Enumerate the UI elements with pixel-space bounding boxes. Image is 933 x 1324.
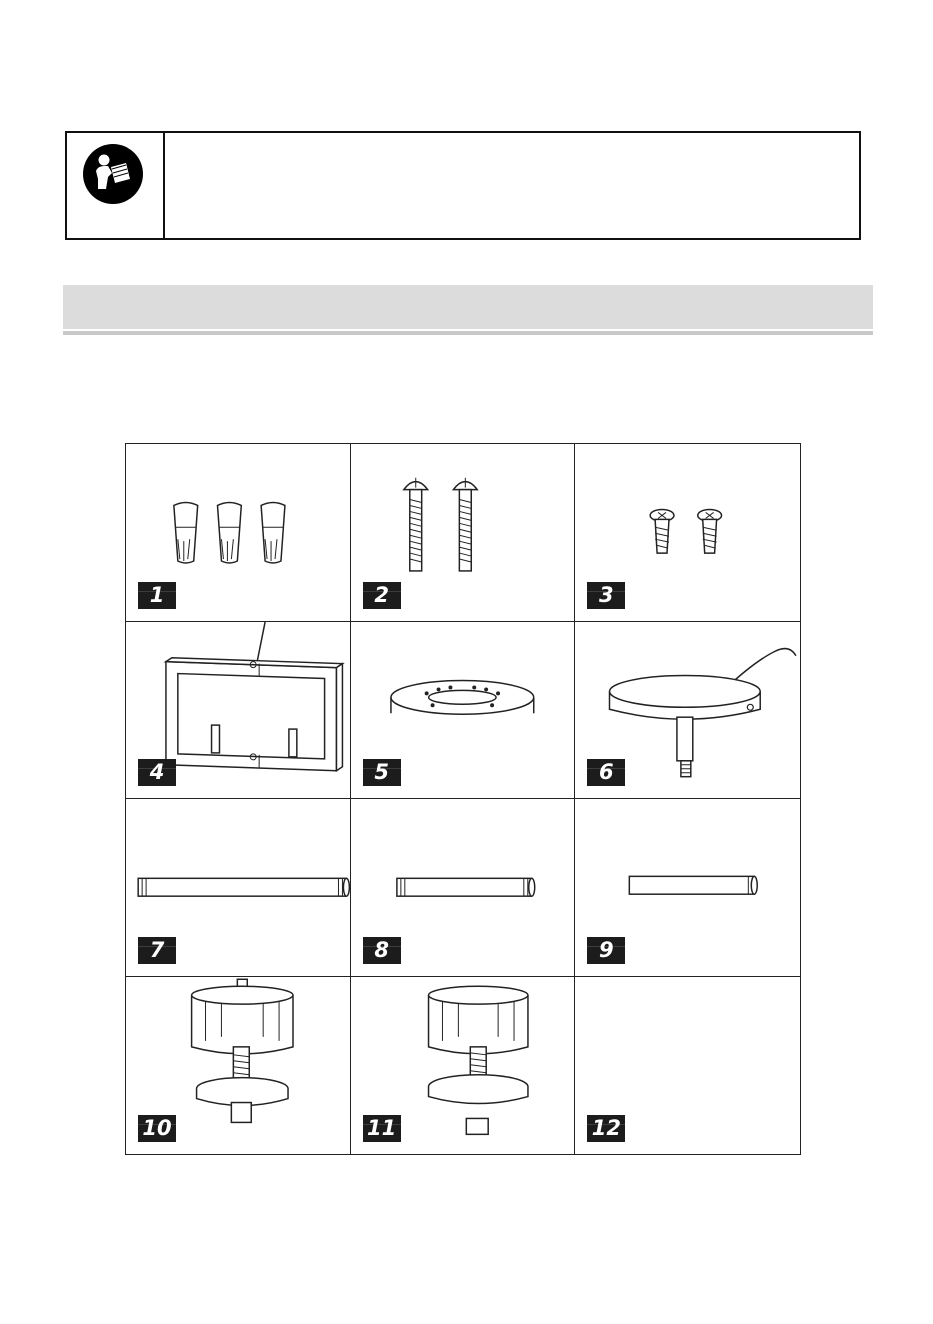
section-header-bar xyxy=(63,285,873,329)
section-header-rule xyxy=(63,331,873,335)
part-cell xyxy=(575,799,800,977)
part-number: 4 xyxy=(138,759,176,786)
part-number: 6 xyxy=(587,759,625,786)
part-cell xyxy=(351,622,576,800)
part-number: 7 xyxy=(138,937,176,964)
part-cell xyxy=(575,444,800,622)
notice-text-cell xyxy=(165,133,859,238)
part-cell xyxy=(126,977,351,1155)
part-cell xyxy=(575,977,800,1155)
part-number: 12 xyxy=(587,1115,625,1142)
notice-icon-cell xyxy=(67,133,165,238)
part-number: 2 xyxy=(363,582,401,609)
part-cell xyxy=(351,444,576,622)
read-manual-icon xyxy=(82,143,144,205)
part-number: 8 xyxy=(363,937,401,964)
part-cell xyxy=(126,622,351,800)
part-number: 3 xyxy=(587,582,625,609)
part-cell xyxy=(351,977,576,1155)
parts-grid xyxy=(125,443,801,1155)
part-number: 5 xyxy=(363,759,401,786)
manual-notice-box xyxy=(65,131,861,240)
part-cell xyxy=(575,622,800,800)
part-number: 10 xyxy=(138,1115,176,1142)
part-number: 1 xyxy=(138,582,176,609)
part-cell xyxy=(126,799,351,977)
part-number: 11 xyxy=(363,1115,401,1142)
part-cell xyxy=(351,799,576,977)
part-number: 9 xyxy=(587,937,625,964)
part-cell xyxy=(126,444,351,622)
